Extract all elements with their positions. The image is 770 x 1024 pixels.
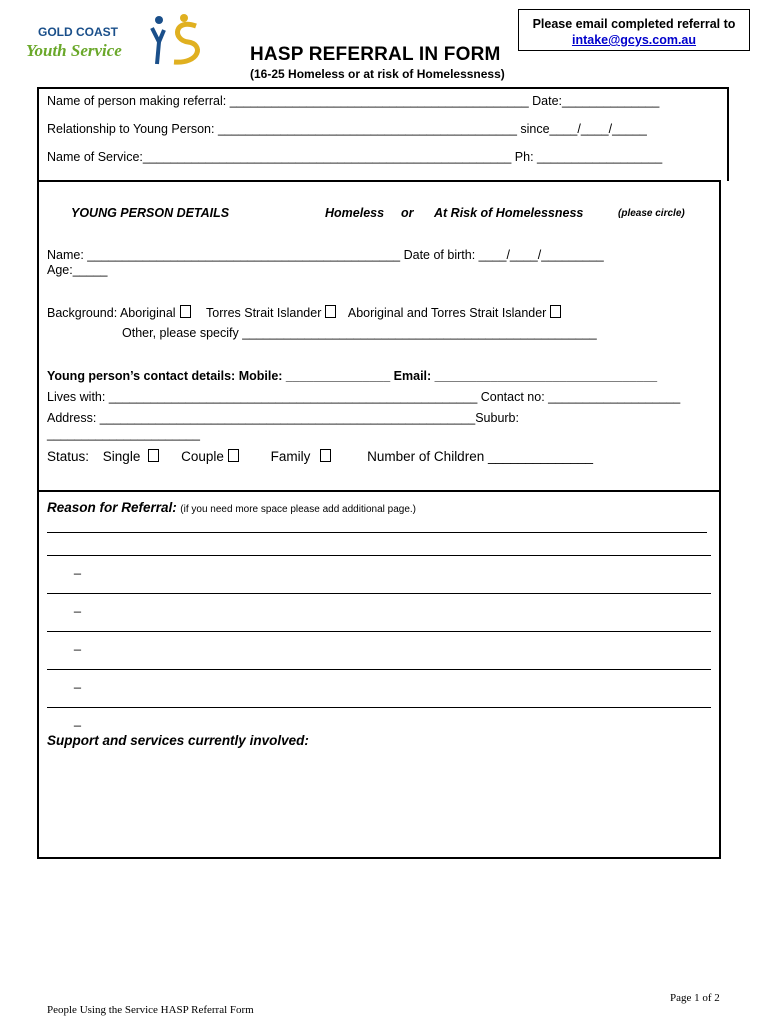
gcys-logo [24,12,208,72]
lives-with-field[interactable]: Lives with: _____________________________________________________ Contact no: ___________________ [47,390,681,404]
please-circle-note: (please circle) [618,208,685,219]
family-label: Family [270,449,311,464]
support-heading: Support and services currently involved: [47,733,309,748]
referral-line[interactable] [47,669,711,670]
logo-line1: GOLD COAST [38,25,118,39]
footer-text: People Using the Service HASP Referral Form [47,1004,254,1016]
both-checkbox[interactable] [550,305,561,318]
service-field[interactable]: Name of Service:_____________________________________________________ Ph: __________________ [47,150,663,164]
single-checkbox[interactable] [148,449,159,462]
status-label: Status: [47,449,90,464]
relationship-field[interactable]: Relationship to Young Person: ___________________________________________ since____/____/_____ [47,122,647,136]
status-row [47,449,593,464]
form-title: HASP REFERRAL IN FORM [250,44,501,65]
yp-name-dob-field[interactable]: Name: _____________________________________________ Date of birth: ____/____/_________ [47,248,604,262]
yp-age-field[interactable]: Age:_____ [47,263,108,277]
couple-label: Couple [181,449,224,464]
referral-dash: _ [74,675,81,689]
both-label: Aboriginal and Torres Strait Islander [347,306,547,320]
at-risk-option[interactable]: At Risk of Homelessness [434,206,584,220]
referral-line[interactable] [47,532,707,533]
other-specify-field[interactable]: Other, please specify ___________________________________________________ [122,326,597,340]
referral-dash: _ [74,599,81,613]
single-label: Single [102,449,141,464]
form-subtitle: (16-25 Homeless or at risk of Homelessness) [250,67,505,81]
referral-heading-row [47,500,416,515]
logo-line2: Youth Service [26,41,122,60]
family-checkbox[interactable] [320,449,331,462]
referral-line[interactable] [47,555,711,556]
tsi-checkbox[interactable] [325,305,336,318]
referral-dash: _ [74,713,81,727]
tsi-label: Torres Strait Islander [206,306,322,320]
children-field[interactable]: Number of Children ______________ [367,449,594,464]
couple-checkbox[interactable] [228,449,239,462]
referral-line[interactable] [47,707,711,708]
aboriginal-label: Background: Aboriginal [47,306,176,320]
address-field[interactable]: Address: ______________________________________________________Suburb: [47,411,519,425]
homeless-option[interactable]: Homeless [325,206,385,220]
referral-line[interactable] [47,593,711,594]
young-person-heading: YOUNG PERSON DETAILS [71,206,230,220]
page-number: Page 1 of 2 [670,992,720,1004]
aboriginal-checkbox[interactable] [180,305,191,318]
email-instruction-box [518,9,750,51]
support-text-area[interactable] [47,755,711,850]
background-row [47,305,561,320]
referral-dash: _ [74,561,81,575]
referral-dash: _ [74,637,81,651]
contact-mobile-email-field[interactable]: Young person’s contact details: Mobile: _______________ Email: ________________________________ [47,369,658,383]
referral-note: (if you need more space please add additional page.) [180,504,416,515]
or-label: or [401,206,414,220]
address-continued[interactable]: ______________________ [47,427,200,441]
section-divider [38,490,720,492]
referral-line[interactable] [47,631,711,632]
email-instruction-label: Please email completed referral to [532,17,736,31]
referrer-name-field[interactable]: Name of person making referral: ___________________________________________ Date:______________ [47,94,660,108]
intake-email-link[interactable]: intake@gcys.com.au [571,33,697,47]
referral-heading: Reason for Referral: [47,500,177,515]
